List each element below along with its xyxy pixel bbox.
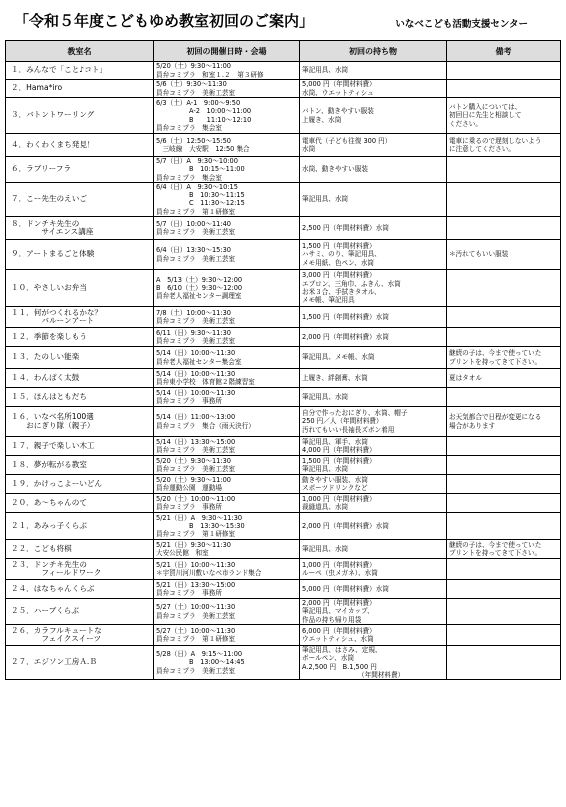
table-row [6,347,561,369]
notes-cell [447,645,561,679]
datetime-venue-cell: 5/20（土）10:00～11:00 員弁コミプラ 事務所 [154,494,300,513]
notes-cell: お天気都合で日程が変更になる 場合があります [447,407,561,437]
class-name-cell: １４．わんぱく太鼓 [6,369,154,388]
datetime-venue-cell: 5/20（土）9:30～11:00 員弁運動公園 運動場 [154,475,300,494]
items-cell: 筆記用具、水筒 [300,62,447,80]
notes-cell [447,182,561,216]
class-name-cell: ２０．あ～ちゃんのて [6,494,154,513]
class-name-cell: １９．かけっこよーいどん [6,475,154,494]
header-notes: 備考 [447,41,561,62]
table-row [6,540,561,559]
table-row [6,580,561,599]
notes-cell [447,437,561,456]
table-row [6,328,561,347]
datetime-venue-cell: 6/11（日）9:30～11:30 員弁コミプラ 美術工芸室 [154,328,300,347]
table-header-row [6,41,561,62]
notes-cell: 継続の子は、今まで使っていた プリントを持ってきて下さい。 [447,540,561,559]
datetime-venue-cell: 5/21（日）13:30～15:00 員弁コミプラ 事務所 [154,580,300,599]
table-row [6,217,561,240]
items-cell: 筆記用具、はさみ、定規、 ボールペン、水筒 A.2,500 円 B.1,500 円 （年間材料費） [300,645,447,679]
datetime-venue-cell: 5/7（日）A 9:30～10:00 B 10:15～11:00 員弁コミプラ 集会室 [154,157,300,183]
class-name-cell: ９．アートまるごと体験 [6,240,154,270]
items-cell: 筆記用具、水筒 [300,388,447,407]
datetime-venue-cell: 5/14（日）11:00～13:00 員弁コミプラ 集合（雨天決行） [154,407,300,437]
datetime-venue-cell: 6/4（日）13:30～15:30 員弁コミプラ 美術工芸室 [154,240,300,270]
notes-cell [447,80,561,98]
items-cell: 5,000 円（年間材料費） 水筒、ウエットティシュ [300,80,447,98]
notes-cell [447,157,561,183]
class-name-cell: ２６．カラフルキュートな フェイクスイーツ [6,624,154,645]
table-row [6,369,561,388]
notes-cell [447,328,561,347]
items-cell: 水筒、動きやすい服装 [300,157,447,183]
table-row [6,513,561,540]
class-name-cell: １．みんなで「こと♪コト」 [6,62,154,80]
notes-cell: ＊汚れてもいい服装 [447,240,561,270]
items-cell: 2,000 円（年間材料費） 筆記用具、マイカップ、 作品の持ち帰り用袋 [300,599,447,625]
class-name-cell: ８．ドンチキ先生の サイエンス講座 [6,217,154,240]
datetime-venue-cell: 5/27（土）10:00～11:30 員弁コミプラ 美術工芸室 [154,599,300,625]
table-row [6,307,561,328]
datetime-venue-cell: 5/14（日）13:30～15:00 員弁コミプラ 美術工芸室 [154,437,300,456]
items-cell: 2,000 円（年間材料費）水筒 [300,328,447,347]
datetime-venue-cell: 5/21（日）10:00～11:30 ＊宇賀川河川敷いなべ市ランド集合 [154,559,300,580]
datetime-venue-cell: 5/6（土）12:50～15:50 三岐線 大安駅 12:50 集合 [154,134,300,157]
class-name-cell: ２５．ハーブくらぶ [6,599,154,625]
datetime-venue-cell: 5/7（日）10:00～11:40 員弁コミプラ 美術工芸室 [154,217,300,240]
notes-cell: 夏はタオル [447,369,561,388]
datetime-venue-cell: 5/14（日）10:00～11:30 員弁コミプラ 事務所 [154,388,300,407]
items-cell: 動きやすい服装、水筒 スポーツドリンクなど [300,475,447,494]
items-cell: 1,500 円（年間材料費）水筒 [300,307,447,328]
notes-cell [447,475,561,494]
datetime-venue-cell: 5/28（日）A 9:15～11:00 B 13:00～14:45 員弁コミプラ 美術工芸室 [154,645,300,679]
notes-cell [447,307,561,328]
class-schedule-table [5,40,561,680]
items-cell: 3,000 円（年間材料費） エプロン、三角巾、ふきん、水筒 お米３合、手拭きタオル、 メモ帳、筆記用具 [300,270,447,307]
items-cell: 筆記用具、軍手、水筒 4,000 円（年間材料費） [300,437,447,456]
notes-cell [447,62,561,80]
items-cell: 2,000 円（年間材料費）水筒 [300,513,447,540]
items-cell: 自分で作ったおにぎり、水筒、帽子 250 円／人（年間材料費） 汚れてもいい長袖長ズボン着用 [300,407,447,437]
header-datetime-venue: 初回の開催日時・会場 [154,41,300,62]
class-name-cell: ４．わくわくまち発見！ [6,134,154,157]
table-row [6,559,561,580]
table-row [6,494,561,513]
organization-name: いなべこども活動支援センター [395,19,528,30]
notes-cell [447,217,561,240]
datetime-venue-cell: 5/27（土）10:00～11:30 員弁コミプラ 第１研修室 [154,624,300,645]
items-cell: 1,500 円（年間材料費） ハサミ、のり、筆記用具、 メモ用紙、色ペン、水筒 [300,240,447,270]
table-row [6,599,561,625]
class-name-cell: １５．ほんはともだち [6,388,154,407]
document-title: 「令和５年度こどもゆめ教室初回のご案内」 [14,12,315,30]
items-cell: 1,000 円（年間材料費） 裁縫道具、水筒 [300,494,447,513]
items-cell: バトン、動きやすい服装 上履き、水筒 [300,98,447,134]
notes-cell [447,513,561,540]
datetime-venue-cell: 5/6（土）9:30～11:30 員弁コミプラ 美術工芸室 [154,80,300,98]
class-name-cell: １２．季節を楽しもう [6,328,154,347]
table-row [6,437,561,456]
table-row [6,134,561,157]
items-cell: 上履き、絆創膏、水筒 [300,369,447,388]
class-name-cell: ３．バトントワーリング [6,98,154,134]
datetime-venue-cell: 5/20（土）9:30～11:30 員弁コミプラ 美術工芸室 [154,456,300,475]
class-name-cell: ２１．あみっ子くらぶ [6,513,154,540]
notes-cell [447,624,561,645]
table-row [6,270,561,307]
items-cell: 1,000 円（年間材料費） ルーペ（虫メガネ）、水筒 [300,559,447,580]
class-name-cell: ２７．エジソン工房Ａ.Ｂ [6,645,154,679]
items-cell: 5,000 円（年間材料費）水筒 [300,580,447,599]
items-cell: 筆記用具、水筒 [300,540,447,559]
table-row [6,182,561,216]
notes-cell [447,388,561,407]
class-name-cell: ２．Hama*iro [6,80,154,98]
header-items-to-bring: 初回の持ち物 [300,41,447,62]
class-name-cell: ７．こー先生のえいご [6,182,154,216]
datetime-venue-cell: 6/3（土）A-1 9:00～9:50 A-2 10:00～11:00 B 11:10～12:10 員弁コミプラ 集会室 [154,98,300,134]
class-name-cell: ６．ラブリーフラ [6,157,154,183]
items-cell: 2,500 円（年間材料費）水筒 [300,217,447,240]
notes-cell [447,559,561,580]
table-row [6,456,561,475]
table-row [6,240,561,270]
table-row [6,645,561,679]
items-cell: 6,000 円（年間材料費） ウエットティシュ、水筒 [300,624,447,645]
notes-cell [447,456,561,475]
page-header [10,8,556,36]
items-cell: 筆記用具、水筒 [300,182,447,216]
class-name-cell: １８．夢が転がる教室 [6,456,154,475]
table-row [6,98,561,134]
items-cell: 筆記用具、メモ帳、水筒 [300,347,447,369]
notes-cell [447,580,561,599]
class-name-cell: ２４．はなちゃんくらぶ [6,580,154,599]
notes-cell [447,494,561,513]
notes-cell [447,270,561,307]
table-row [6,62,561,80]
class-name-cell: ２３．ドンチキ先生の フィールドワーク [6,559,154,580]
class-name-cell: １６．いなべ名所100選 おにぎり隊（親子） [6,407,154,437]
class-name-cell: ２２．こども将棋 [6,540,154,559]
notes-cell: バトン購入については、 初回日に先生と相談して ください。 [447,98,561,134]
notes-cell: 電車に乗るので遅刻しないよう に注意してください。 [447,134,561,157]
class-name-cell: １０．やさしいお弁当 [6,270,154,307]
items-cell: 電車代（子ども往復 300 円） 水筒 [300,134,447,157]
datetime-venue-cell: 5/14（日）10:00～11:30 員弁老人福祉センター集会室 [154,347,300,369]
items-cell: 1,500 円（年間材料費） 筆記用具、水筒 [300,456,447,475]
table-row [6,407,561,437]
table-row [6,624,561,645]
datetime-venue-cell: 5/14（日）10:00～11:30 員弁東小学校 体育館２階練習室 [154,369,300,388]
notes-cell [447,599,561,625]
class-name-cell: １７．親子で楽しい木工 [6,437,154,456]
table-row [6,388,561,407]
class-name-cell: １１．何がつくれるかな？ バルーンアート [6,307,154,328]
datetime-venue-cell: 7/8（土）10:00～11:30 員弁コミプラ 美術工芸室 [154,307,300,328]
datetime-venue-cell: 5/21（日）A 9:30～11:30 B 13:30～15:30 員弁コミプラ 第１研修室 [154,513,300,540]
datetime-venue-cell: 6/4（日）A 9:30～10:15 B 10:30～11:15 C 11:30～12:15 員弁コミプラ 第１研修室 [154,182,300,216]
table-row [6,157,561,183]
table-row [6,475,561,494]
datetime-venue-cell: A 5/13（土）9:30～12:00 B 6/10（土）9:30～12:00 員弁老人福祉センター調理室 [154,270,300,307]
notes-cell: 継続の子は、今まで使っていた プリントを持ってきて下さい。 [447,347,561,369]
header-class-name: 教室名 [6,41,154,62]
class-name-cell: １３．たのしい能楽 [6,347,154,369]
datetime-venue-cell: 5/21（日）9:30～11:30 大安公民館 和室 [154,540,300,559]
datetime-venue-cell: 5/20（土）9:30～11:00 員弁コミプラ 和室１.２ 第３研修 [154,62,300,80]
table-row [6,80,561,98]
